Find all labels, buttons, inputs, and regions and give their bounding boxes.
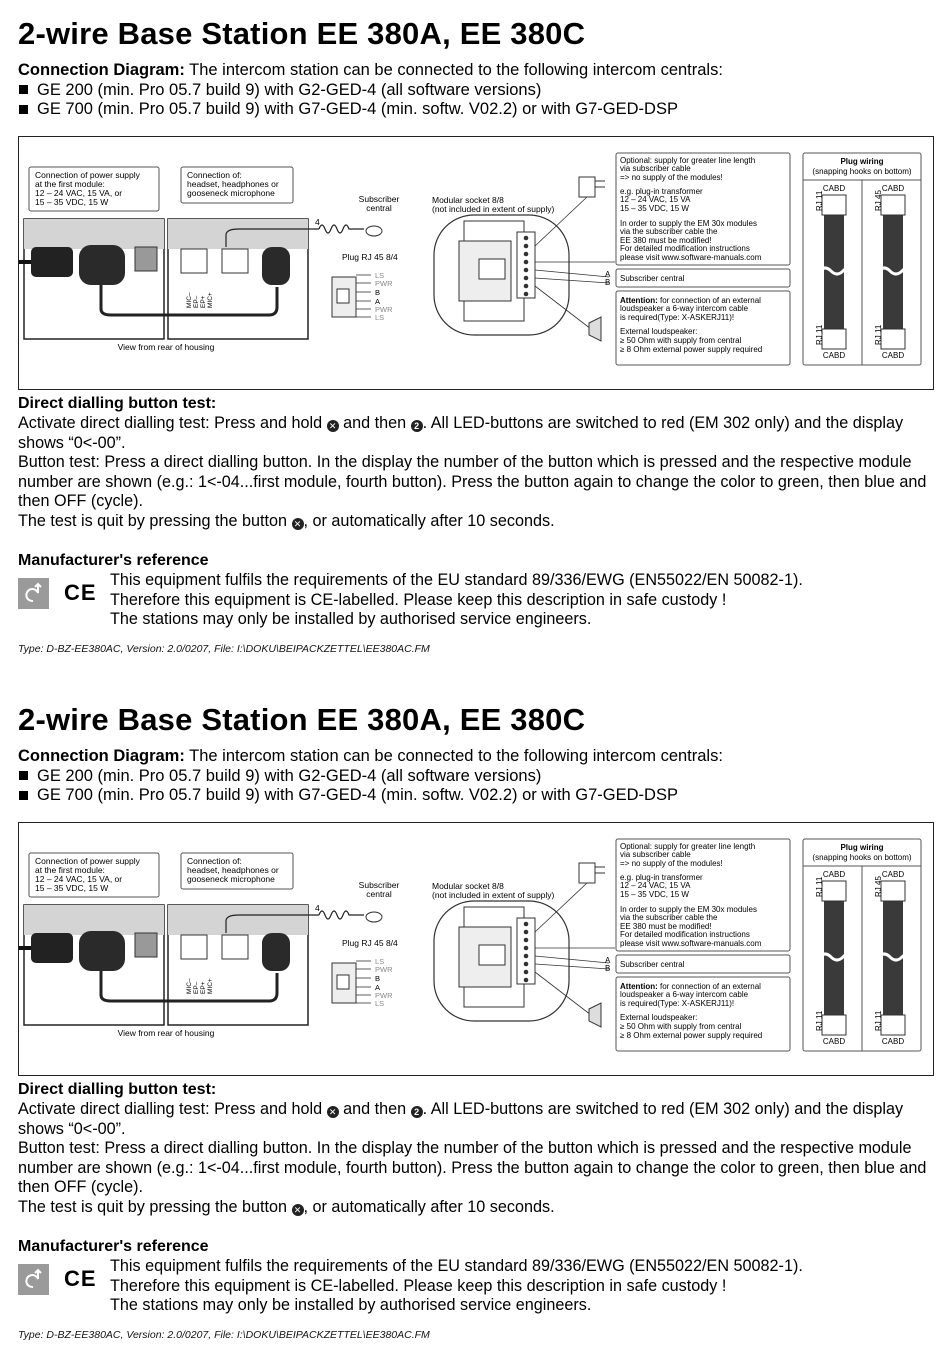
attention-line: Attention: for connection of an external bbox=[620, 296, 761, 305]
dc-jack-icon bbox=[135, 933, 157, 957]
dialling-heading: Direct dialling button test: bbox=[18, 1081, 217, 1098]
socket-label: Modular socket 8/8 bbox=[432, 195, 504, 205]
key-x-icon: ✕ bbox=[292, 1204, 304, 1216]
headset-box-line: headset, headphones or bbox=[187, 865, 279, 875]
plug-label: Plug RJ 45 8/4 bbox=[342, 938, 398, 948]
transformer-icon bbox=[579, 177, 595, 197]
optional-line: In order to supply the EM 30x modules bbox=[620, 905, 757, 914]
rj-jack-icon bbox=[222, 935, 248, 959]
dialling-p2: Button test: Press a direct dialling button. In the display the number of the button which is pressed and the respective module number are shown (e.g.: 1<-04...first module, fourth button). Press the button again to change the color to green, then blue and then OFF (cycle). bbox=[18, 1139, 927, 1197]
connection-text: The intercom station can be connected to the following intercom centrals: bbox=[184, 747, 723, 765]
rj45-label: RJ 45 bbox=[874, 876, 883, 897]
dialling-p1: Activate direct dialling test: Press and hold ✕ and then 2 . All LED-buttons are switched to red (EM 302 only) and the display shows “0<-00”. bbox=[18, 414, 904, 452]
optional-line: 15 – 35 VDC, 15 W bbox=[620, 890, 689, 899]
optional-line: EE 380 must be modified! bbox=[620, 236, 712, 245]
optional-line: Optional: supply for greater line length bbox=[620, 842, 756, 851]
jack-pin-label: MIC– bbox=[186, 292, 193, 308]
jack-pin-label: EP+ bbox=[200, 295, 207, 308]
subscriber-label: Subscriber bbox=[358, 194, 400, 204]
attention-line: External loudspeaker: bbox=[620, 327, 698, 336]
cabd-label: CABD bbox=[881, 184, 905, 193]
attention-line: loudspeaker a 6-way intercom cable bbox=[620, 304, 749, 313]
footer-type-line: Type: D-BZ-EE380AC, Version: 2.0/0207, File: I:\DOKU\BEIPACKZETTEL\EE380AC.FM bbox=[18, 1329, 430, 1341]
power-box-line: at the first module: bbox=[35, 865, 105, 875]
plug-wiring-title: Plug wiring bbox=[840, 157, 884, 166]
rj11-label: RJ 11 bbox=[815, 876, 824, 897]
attention-line: loudspeaker a 6-way intercom cable bbox=[620, 990, 749, 999]
attention-line: ≥ 8 Ohm external power supply required bbox=[620, 1031, 763, 1040]
jack-pin-label: EP– bbox=[193, 981, 200, 994]
manufacturer-text: This equipment fulfils the requirements of the EU standard 89/336/EWG (EN55022/EN 50082-1). Therefore this equipment is CE-labelled. Please keep this description in safe custody ! The stations may only be installed by authorised service engineers. bbox=[110, 1257, 803, 1315]
power-plug-icon bbox=[31, 247, 73, 277]
subscriber-label: central bbox=[366, 203, 392, 213]
cable-number: 4 bbox=[315, 217, 320, 227]
power-box-line: 12 – 24 VAC, 15 VA, or bbox=[35, 874, 123, 884]
dialling-heading: Direct dialling button test: bbox=[18, 395, 217, 412]
plug-pin-label: PWR bbox=[375, 305, 393, 314]
ce-mark-icon: CE bbox=[64, 1266, 97, 1291]
rj-jack-icon bbox=[222, 249, 248, 273]
connection-label: Connection Diagram: bbox=[18, 61, 185, 79]
line-label-a: A bbox=[605, 956, 611, 965]
plug-pin-label: LS bbox=[375, 313, 385, 322]
optional-line: via the subscriber cable the bbox=[620, 227, 718, 236]
connection-text: The intercom station can be connected to the following intercom centrals: bbox=[184, 61, 723, 79]
plug-pin-label: PWR bbox=[375, 991, 393, 1000]
jack-pin-label: EP– bbox=[193, 295, 200, 308]
connection-intro bbox=[18, 61, 723, 120]
cable-plug-icon bbox=[262, 247, 290, 285]
plug-pin-label: LS bbox=[375, 957, 385, 966]
plug-pin-label: A bbox=[375, 297, 381, 306]
plug-pin-label: B bbox=[375, 288, 381, 297]
optional-line: For detailed modification instructions bbox=[620, 244, 750, 253]
manufacturer-heading: Manufacturer's reference bbox=[18, 552, 209, 569]
power-plug-icon bbox=[31, 933, 73, 963]
dc-jack-icon bbox=[135, 247, 157, 271]
base-module-top bbox=[24, 219, 164, 249]
headset-box-line: headset, headphones or bbox=[187, 179, 279, 189]
attention-line: External loudspeaker: bbox=[620, 1013, 698, 1022]
view-label: View from rear of housing bbox=[117, 1028, 215, 1038]
plug-pin-label: A bbox=[375, 983, 381, 992]
central-bullet: GE 200 (min. Pro 05.7 build 9) with G2-GED-4 (all software versions) bbox=[18, 767, 723, 787]
plug-label: Plug RJ 45 8/4 bbox=[342, 252, 398, 262]
ce-mark-icon: CE bbox=[64, 580, 97, 605]
subscriber-central-label: Subscriber central bbox=[620, 960, 685, 969]
optional-line: Optional: supply for greater line length bbox=[620, 156, 756, 165]
power-box-line: Connection of power supply bbox=[35, 856, 140, 866]
dialling-text bbox=[18, 414, 938, 532]
headset-box-line: Connection of: bbox=[187, 170, 242, 180]
cabd-label: CABD bbox=[822, 351, 846, 360]
optional-line: For detailed modification instructions bbox=[620, 930, 750, 939]
key-2-icon: 2 bbox=[411, 420, 423, 432]
optional-line: via subscriber cable bbox=[620, 850, 691, 859]
optional-line: please visit www.software-manuals.com bbox=[620, 939, 762, 948]
loudspeaker-icon bbox=[589, 1003, 601, 1027]
rj11-label: RJ 11 bbox=[874, 324, 883, 345]
dialling-p3: The test is quit by pressing the button ✕ , or automatically after 10 seconds. bbox=[18, 511, 555, 530]
socket-label: Modular socket 8/8 bbox=[432, 881, 504, 891]
cabd-label: CABD bbox=[822, 184, 846, 193]
page-title: 2-wire Base Station EE 380A, EE 380C bbox=[18, 16, 586, 51]
cable-plug-icon bbox=[79, 245, 125, 285]
plug-pin-label: B bbox=[375, 974, 381, 983]
cabd-label: CABD bbox=[822, 1037, 846, 1046]
power-box-line: Connection of power supply bbox=[35, 170, 140, 180]
transformer-icon bbox=[579, 863, 595, 883]
base-module-top bbox=[24, 905, 164, 935]
cabd-label: CABD bbox=[881, 351, 905, 360]
line-label-a: A bbox=[605, 270, 611, 279]
attention-line: ≥ 50 Ohm with supply from central bbox=[620, 1022, 742, 1031]
power-box-line: at the first module: bbox=[35, 179, 105, 189]
optional-line: 12 – 24 VAC, 15 VA bbox=[620, 881, 691, 890]
bullet-square-icon bbox=[19, 791, 28, 800]
key-2-icon: 2 bbox=[411, 1106, 423, 1118]
plug-wiring-subtitle: (snapping hooks on bottom) bbox=[812, 853, 912, 862]
optional-line: => no supply of the modules! bbox=[620, 173, 723, 182]
plug-pin-label: PWR bbox=[375, 279, 393, 288]
jack-pin-label: MIC+ bbox=[207, 292, 214, 308]
cable-number: 4 bbox=[315, 903, 320, 913]
attention-line: ≥ 50 Ohm with supply from central bbox=[620, 336, 742, 345]
optional-line: EE 380 must be modified! bbox=[620, 922, 712, 931]
subscriber-label: Subscriber bbox=[358, 880, 400, 890]
rj-jack-icon bbox=[181, 249, 207, 273]
key-x-icon: ✕ bbox=[327, 1106, 339, 1118]
optional-line: e.g. plug-in transformer bbox=[620, 187, 703, 196]
extension-module-top bbox=[168, 905, 308, 935]
headset-box-line: gooseneck microphone bbox=[187, 188, 275, 198]
bullet-square-icon bbox=[19, 105, 28, 114]
wiring-diagram-svg bbox=[19, 823, 933, 1075]
manufacturer-logo-icon bbox=[18, 1264, 49, 1295]
dialling-p2: Button test: Press a direct dialling button. In the display the number of the button which is pressed and the respective module number are shown (e.g.: 1<-04...first module, fourth button). Press the button again to change the color to green, then blue and then OFF (cycle). bbox=[18, 453, 927, 511]
wiring-diagram-svg bbox=[19, 137, 933, 389]
central-bullet: GE 700 (min. Pro 05.7 build 9) with G7-GED-4 (min. softw. V02.2) or with G7-GED-DSP bbox=[18, 100, 723, 120]
line-label-b: B bbox=[605, 964, 611, 973]
optional-line: please visit www.software-manuals.com bbox=[620, 253, 762, 262]
attention-line: is required(Type: X-ASKERJ11)! bbox=[620, 999, 735, 1008]
plug-pin-label: LS bbox=[375, 271, 385, 280]
cabd-label: CABD bbox=[881, 870, 905, 879]
plug-pin-label: LS bbox=[375, 999, 385, 1008]
dialling-text bbox=[18, 1100, 938, 1218]
central-bullet: GE 700 (min. Pro 05.7 build 9) with G7-GED-4 (min. softw. V02.2) or with G7-GED-DSP bbox=[18, 786, 723, 806]
jack-pin-label: MIC– bbox=[186, 978, 193, 994]
attention-line: Attention: for connection of an external bbox=[620, 982, 761, 991]
power-box-line: 12 – 24 VAC, 15 VA, or bbox=[35, 188, 123, 198]
optional-line: via the subscriber cable the bbox=[620, 913, 718, 922]
plug-wiring-subtitle: (snapping hooks on bottom) bbox=[812, 167, 912, 176]
subscriber-label: central bbox=[366, 889, 392, 899]
page-title: 2-wire Base Station EE 380A, EE 380C bbox=[18, 702, 586, 737]
dialling-p3: The test is quit by pressing the button ✕ , or automatically after 10 seconds. bbox=[18, 1197, 555, 1216]
plug-wiring-title: Plug wiring bbox=[840, 843, 884, 852]
line-label-b: B bbox=[605, 278, 611, 287]
socket-label: (not included in extent of supply) bbox=[432, 890, 555, 900]
optional-line: e.g. plug-in transformer bbox=[620, 873, 703, 882]
connection-diagram bbox=[18, 136, 934, 390]
subscriber-central-label: Subscriber central bbox=[620, 274, 685, 283]
optional-line: => no supply of the modules! bbox=[620, 859, 723, 868]
rj11-label: RJ 11 bbox=[815, 324, 824, 345]
loudspeaker-icon bbox=[589, 317, 601, 341]
optional-line: via subscriber cable bbox=[620, 164, 691, 173]
key-x-icon: ✕ bbox=[327, 420, 339, 432]
power-box-line: 15 – 35 VDC, 15 W bbox=[35, 197, 109, 207]
view-label: View from rear of housing bbox=[117, 342, 215, 352]
manufacturer-heading: Manufacturer's reference bbox=[18, 1238, 209, 1255]
extension-module-top bbox=[168, 219, 308, 249]
key-x-icon: ✕ bbox=[292, 518, 304, 530]
socket-label: (not included in extent of supply) bbox=[432, 204, 555, 214]
manufacturer-text: This equipment fulfils the requirements of the EU standard 89/336/EWG (EN55022/EN 50082-1). Therefore this equipment is CE-labelled. Please keep this description in safe custody ! The stations may only be installed by authorised service engineers. bbox=[110, 571, 803, 629]
cabd-label: CABD bbox=[881, 1037, 905, 1046]
attention-line: is required(Type: X-ASKERJ11)! bbox=[620, 313, 735, 322]
bullet-square-icon bbox=[19, 771, 28, 780]
footer-type-line: Type: D-BZ-EE380AC, Version: 2.0/0207, File: I:\DOKU\BEIPACKZETTEL\EE380AC.FM bbox=[18, 643, 430, 655]
headset-box-line: Connection of: bbox=[187, 856, 242, 866]
cabd-label: CABD bbox=[822, 870, 846, 879]
power-box-line: 15 – 35 VDC, 15 W bbox=[35, 883, 109, 893]
central-bullet: GE 200 (min. Pro 05.7 build 9) with G2-GED-4 (all software versions) bbox=[18, 81, 723, 101]
cable-plug-icon bbox=[262, 933, 290, 971]
optional-line: 12 – 24 VAC, 15 VA bbox=[620, 195, 691, 204]
bullet-square-icon bbox=[19, 85, 28, 94]
manufacturer-logo-icon bbox=[18, 578, 49, 609]
connection-intro bbox=[18, 747, 723, 806]
connection-diagram bbox=[18, 822, 934, 1076]
cable-plug-icon bbox=[79, 931, 125, 971]
rj-jack-icon bbox=[181, 935, 207, 959]
jack-pin-label: MIC+ bbox=[207, 978, 214, 994]
optional-line: In order to supply the EM 30x modules bbox=[620, 219, 757, 228]
dialling-p1: Activate direct dialling test: Press and hold ✕ and then 2 . All LED-buttons are switched to red (EM 302 only) and the display shows “0<-00”. bbox=[18, 1100, 904, 1138]
rj11-label: RJ 11 bbox=[815, 1010, 824, 1031]
attention-line: ≥ 8 Ohm external power supply required bbox=[620, 345, 763, 354]
jack-pin-label: EP+ bbox=[200, 981, 207, 994]
headset-box-line: gooseneck microphone bbox=[187, 874, 275, 884]
rj45-label: RJ 45 bbox=[874, 190, 883, 211]
rj11-label: RJ 11 bbox=[874, 1010, 883, 1031]
plug-pin-label: PWR bbox=[375, 965, 393, 974]
rj11-label: RJ 11 bbox=[815, 190, 824, 211]
optional-line: 15 – 35 VDC, 15 W bbox=[620, 204, 689, 213]
connection-label: Connection Diagram: bbox=[18, 747, 185, 765]
